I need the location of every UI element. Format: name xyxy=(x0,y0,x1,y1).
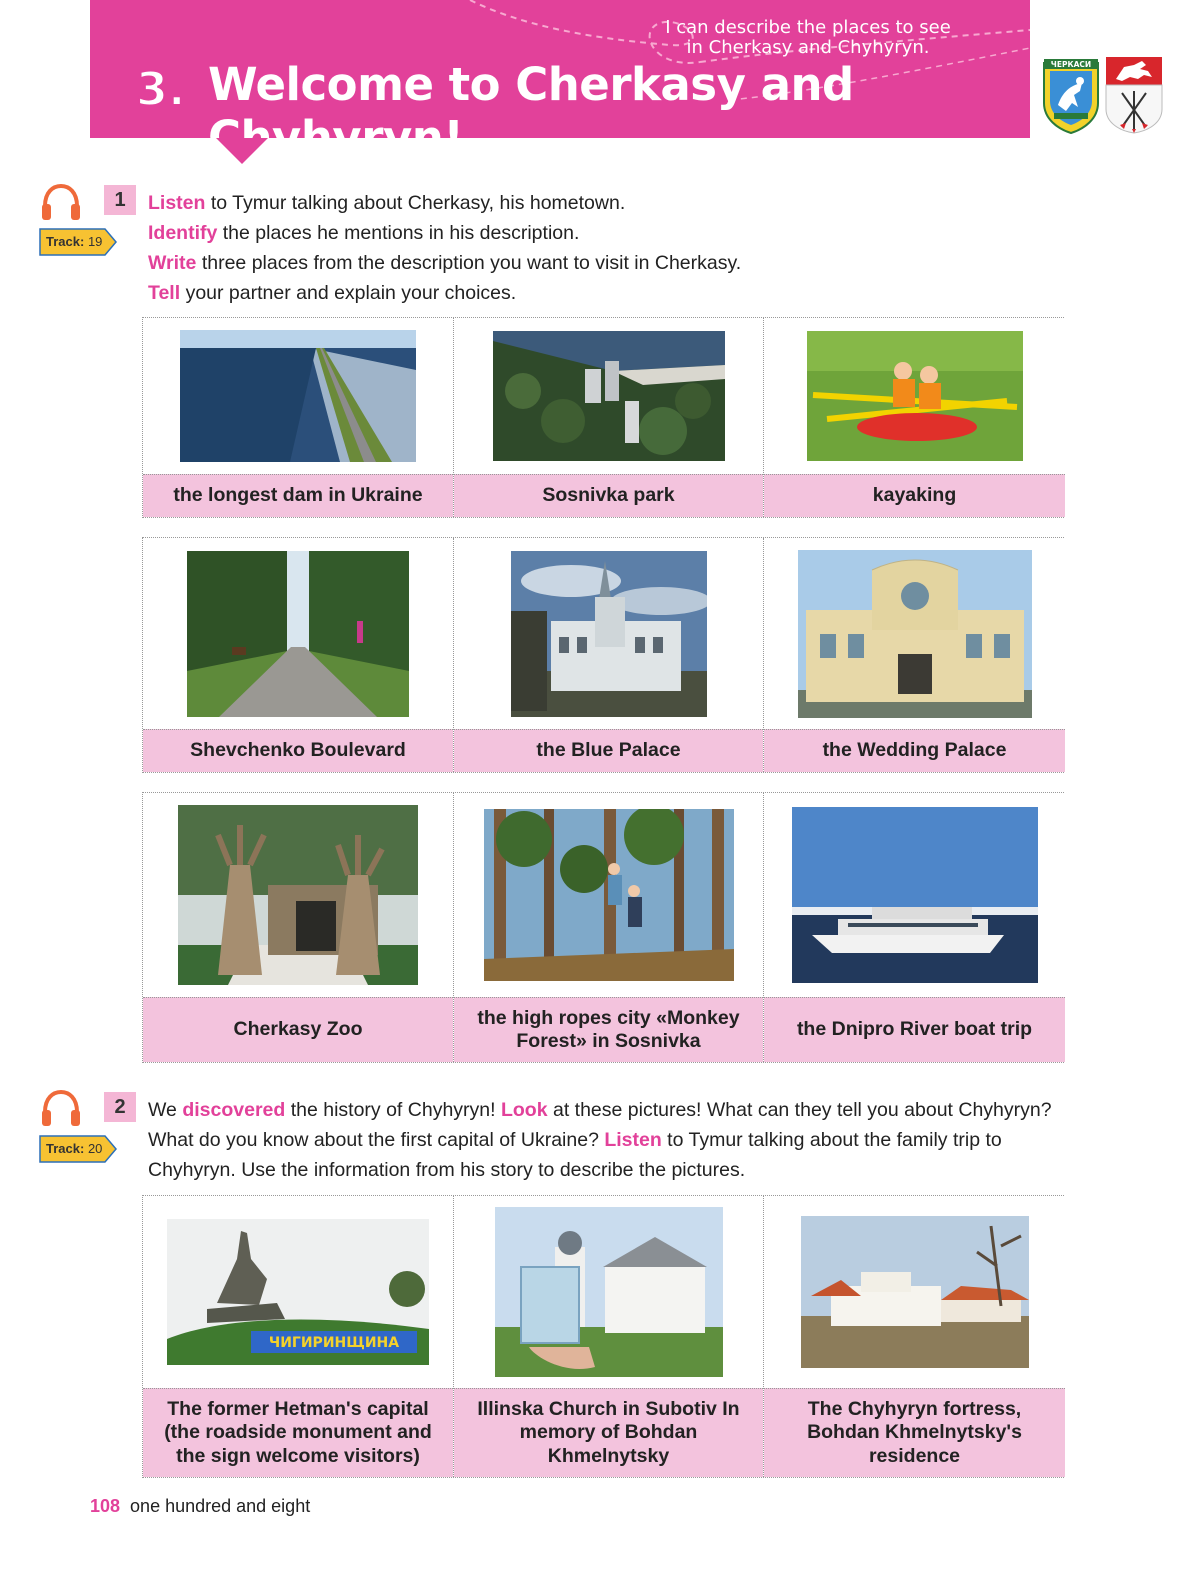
task-number: 2 xyxy=(104,1092,136,1122)
picture-caption: Illinska Church in Subotiv In memory of Bohdan Khmelnytsky xyxy=(454,1388,763,1477)
picture-caption: the longest dam in Ukraine xyxy=(143,474,453,517)
instruction-line: Write three places from the description you want to visit in Cherkasy. xyxy=(148,252,742,274)
instruction-line: Listen to Tymur talking about Cherkasy, his hometown. xyxy=(148,192,626,214)
page-number-words: one hundred and eight xyxy=(130,1496,311,1516)
dam-photo-icon xyxy=(180,330,416,462)
picture-card xyxy=(143,1196,454,1477)
headphones-icon[interactable] xyxy=(40,182,82,222)
picture-caption: The Chyhyryn fortress, Bohdan Khmelnytsky's residence xyxy=(764,1388,1065,1477)
picture-card xyxy=(454,793,764,1062)
chyhyryn-coat-of-arms-icon xyxy=(1104,55,1164,135)
track-label: Track: 20 xyxy=(46,1141,103,1156)
cherkasy-coat-of-arms-icon xyxy=(1040,55,1102,135)
picture-caption: Cherkasy Zoo xyxy=(143,997,453,1062)
page-title: Welcome to Cherkasy and Chyhyryn! xyxy=(208,58,854,164)
picture-caption: the Wedding Palace xyxy=(764,729,1065,772)
picture-card xyxy=(454,318,764,517)
picture-card xyxy=(764,1196,1065,1477)
page-number: 108 xyxy=(90,1496,121,1516)
page-footer xyxy=(90,1496,310,1517)
wedding-palace-photo-icon xyxy=(798,550,1032,718)
task-number: 1 xyxy=(104,185,136,215)
picture-caption: kayaking xyxy=(764,474,1065,517)
svg-text:ЧИГИРИНЩИНА: ЧИГИРИНЩИНА xyxy=(268,1335,400,1351)
picture-caption: The former Hetman's capital (the roadside monument and the sign welcome visitors) xyxy=(143,1388,453,1477)
fortress-photo-icon xyxy=(801,1216,1029,1368)
lesson-number: 3. xyxy=(136,62,186,116)
picture-card xyxy=(454,538,764,772)
headphones-icon[interactable] xyxy=(40,1088,82,1128)
picture-card xyxy=(454,1196,764,1477)
picture-caption: Shevchenko Boulevard xyxy=(143,729,453,772)
picture-caption: the Blue Palace xyxy=(454,729,763,772)
track-label: Track: 19 xyxy=(46,234,103,249)
lesson-header-banner xyxy=(90,0,1030,164)
picture-row-2 xyxy=(142,537,1064,773)
banner-pointer xyxy=(216,138,268,164)
church-photo-icon xyxy=(495,1207,723,1377)
track-20-tag[interactable] xyxy=(39,1135,113,1163)
picture-card xyxy=(764,318,1065,517)
lesson-objective: I can describe the places to see in Cherkasy and Chyhyryn. xyxy=(665,17,951,58)
picture-row-1 xyxy=(142,317,1064,518)
svg-text:ЧЕРКАСИ: ЧЕРКАСИ xyxy=(1050,60,1092,69)
picture-card xyxy=(143,538,454,772)
boulevard-photo-icon xyxy=(187,551,409,717)
picture-caption: the high ropes city «Monkey Forest» in Sosnivka xyxy=(454,997,763,1062)
task1-instructions xyxy=(148,188,741,308)
instruction-line: Identify the places he mentions in his description. xyxy=(148,222,580,244)
river-boat-photo-icon xyxy=(792,807,1038,983)
picture-row-3 xyxy=(142,792,1064,1063)
picture-card xyxy=(143,318,454,517)
kayak-photo-icon xyxy=(807,331,1023,461)
picture-caption: the Dnipro River boat trip xyxy=(764,997,1065,1062)
park-aerial-photo-icon xyxy=(493,331,725,461)
picture-card xyxy=(764,793,1065,1062)
zoo-gate-photo-icon xyxy=(178,805,418,985)
blue-palace-photo-icon xyxy=(511,551,707,717)
ropes-course-photo-icon xyxy=(484,809,734,981)
picture-card xyxy=(764,538,1065,772)
track-19-tag[interactable] xyxy=(39,228,113,256)
instruction-line: Tell your partner and explain your choices. xyxy=(148,282,517,304)
monument-photo-icon xyxy=(167,1219,429,1365)
task2-instructions: We discovered the history of Chyhyryn! Look at these pictures! What can they tell you about Chyhyryn? What do you know about the first capital of Ukraine? Listen to Tymur talking about the family trip to Chyhyryn. Use the information from his story to describe the pictures. xyxy=(148,1099,1052,1181)
picture-card xyxy=(143,793,454,1062)
picture-row-4 xyxy=(142,1195,1064,1478)
picture-caption: Sosnivka park xyxy=(454,474,763,517)
